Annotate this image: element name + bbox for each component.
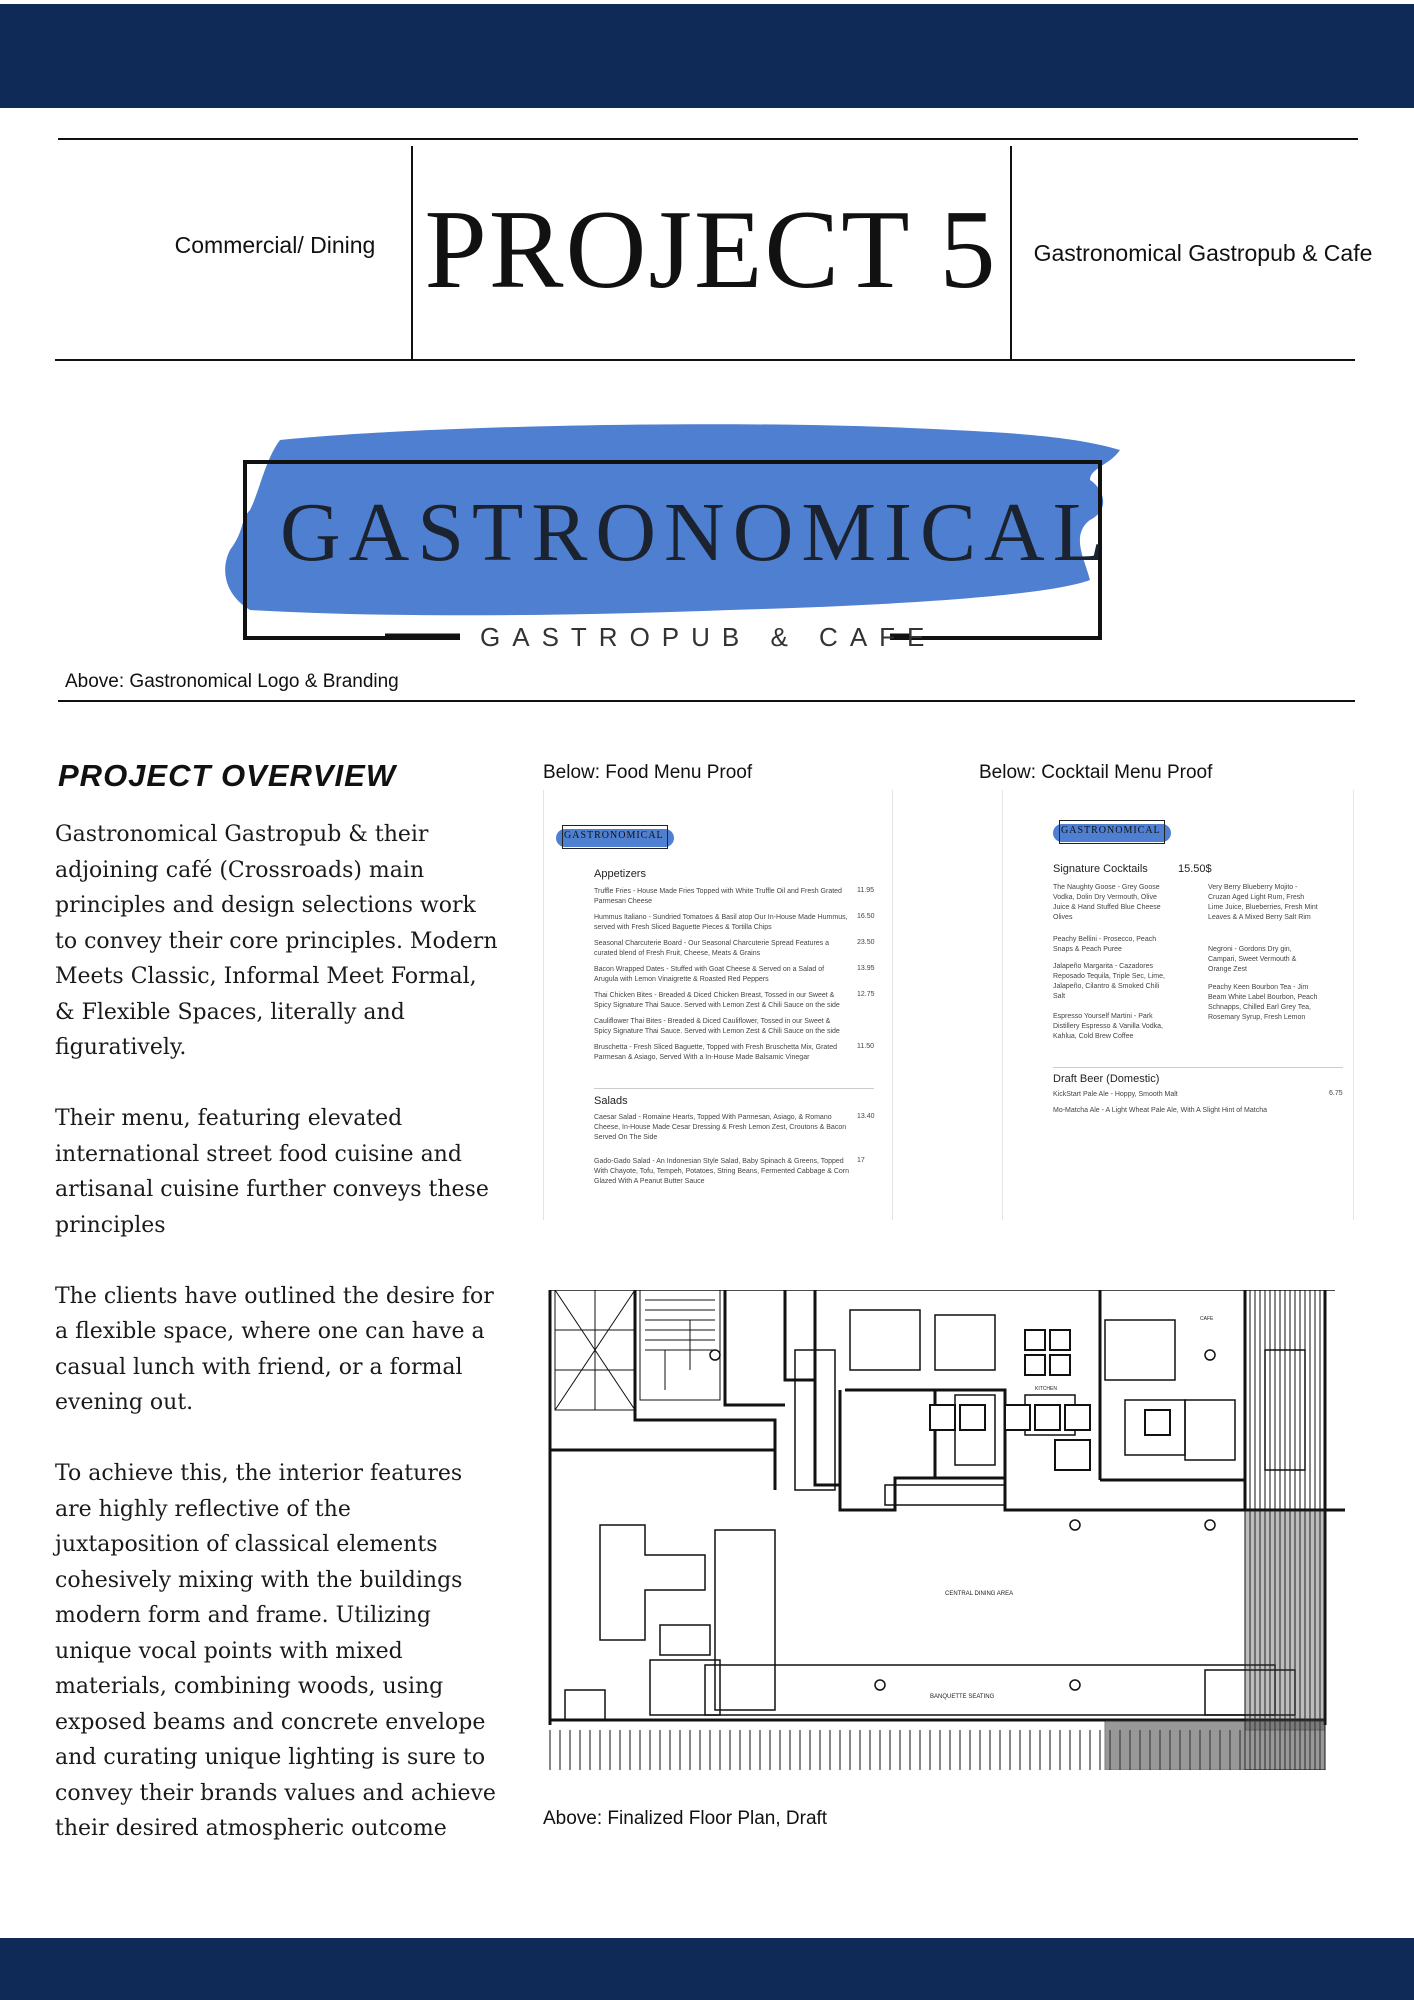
food-menu-price: 16.50 bbox=[857, 913, 875, 920]
food-menu-price: 13.40 bbox=[857, 1113, 875, 1120]
cocktail-item: Very Berry Blueberry Mojito - Cruzan Aged Light Rum, Fresh Lime Juice, Blueberries, Fresh Mint Leaves & A Mixed Berry Salt Rim bbox=[1208, 884, 1318, 921]
cocktail-menu-proof bbox=[1002, 790, 1354, 1220]
project-category: Commercial/ Dining bbox=[174, 232, 376, 258]
food-menu-divider bbox=[594, 1088, 874, 1089]
overview-title: PROJECT OVERVIEW bbox=[58, 758, 397, 793]
beer-section-title: Draft Beer (Domestic) bbox=[1053, 1073, 1160, 1085]
cocktail-menu-divider bbox=[1053, 1067, 1343, 1068]
food-menu-price: 23.50 bbox=[857, 939, 875, 946]
food-menu-item: Truffle Fries - House Made Fries Topped with White Truffle Oil and Fresh Grated Parmesan Cheese bbox=[594, 888, 842, 905]
logo-wordmark: GASTRONOMICAL bbox=[280, 486, 1113, 579]
floor-plan-label-cafe: CAFE bbox=[1200, 1316, 1214, 1322]
cocktail-item: Jalapeño Margarita - Cazadores Reposado Tequila, Triple Sec, Lime, Jalapeño, Cilantro & Smoked Chili Salt bbox=[1053, 963, 1165, 1000]
gastronomical-logo bbox=[210, 420, 1130, 660]
floor-plan-label-kitchen: KITCHEN bbox=[1035, 1386, 1057, 1392]
food-menu-item: Bruschetta - Fresh Sliced Baguette, Topped with Fresh Bruschetta Mix, Grated Parmesan & Asiago, Served With a In-House Made Balsamic Vinegar bbox=[594, 1044, 838, 1061]
food-menu-caption: Below: Food Menu Proof bbox=[543, 762, 753, 783]
floor-plan-stair bbox=[555, 1290, 720, 1410]
header-top-rule bbox=[58, 138, 1358, 140]
header-bottom-rule bbox=[55, 359, 1355, 361]
overview-paragraph: The clients have outlined the desire for a flexible space, where one can have a casual lunch with friend, or a formal evening out. bbox=[55, 1283, 494, 1415]
food-menu-logo bbox=[556, 825, 674, 851]
food-menu-price: 11.50 bbox=[857, 1043, 874, 1050]
cocktail-menu-logo-text: GASTRONOMICAL bbox=[1061, 825, 1161, 836]
food-menu-item: Hummus Italiano - Sundried Tomatoes & Basil atop Our In-House Made Hummus, served with Fresh Sliced Baguette Pieces & Tortilla Chips bbox=[594, 914, 848, 931]
logo-bottom-rule bbox=[58, 700, 1355, 702]
food-menu-item: Bacon Wrapped Dates - Stuffed with Goat Cheese & Served on a Salad of Arugula with Lemon Vinaigrette & Roasted Red Peppers bbox=[594, 966, 825, 983]
cocktail-section-title: Signature Cocktails bbox=[1053, 863, 1148, 875]
cocktail-item: Peachy Bellini - Prosecco, Peach Snaps & Peach Puree bbox=[1053, 936, 1157, 953]
beer-item: KickStart Pale Ale - Hoppy, Smooth Malt bbox=[1053, 1091, 1178, 1098]
food-menu-section-title: Salads bbox=[594, 1095, 628, 1107]
logo-tagline: GASTROPUB & CAFE bbox=[480, 622, 937, 652]
food-menu-item: Thai Chicken Bites - Breaded & Diced Chicken Breast, Tossed in our Sweet & Spicy Signature Thai Sauce. Served with Lemon Zest & Chili Sauce on the side bbox=[594, 992, 840, 1009]
food-menu-section-title: Appetizers bbox=[594, 868, 646, 880]
food-menu-item: Seasonal Charcuterie Board - Our Seasonal Charcuterie Spread Features a curated blend of Fresh Fruit, Cheese, Meats & Grains bbox=[594, 940, 830, 957]
food-menu-item: Cauliflower Thai Bites - Breaded & Diced Cauliflower, Tossed in our Sweet & Spicy Signature Thai Sauce. Served with Lemon Zest & Chili Sauce on the side bbox=[594, 1018, 840, 1035]
floor-plan-caption: Above: Finalized Floor Plan, Draft bbox=[543, 1808, 828, 1829]
project-subtitle: Gastronomical Gastropub & Cafe bbox=[1033, 240, 1373, 266]
cocktail-menu-caption: Below: Cocktail Menu Proof bbox=[979, 762, 1213, 783]
overview-paragraph: Their menu, featuring elevated international street food cuisine and artisanal cuisine further conveys these principles bbox=[55, 1106, 489, 1238]
overview-body bbox=[55, 817, 500, 1882]
cocktail-item: The Naughty Goose - Grey Goose Vodka, Dolin Dry Vermouth, Olive Juice & Hand Stuffed Blue Cheese Olives bbox=[1053, 884, 1161, 921]
logo-caption: Above: Gastronomical Logo & Branding bbox=[65, 671, 399, 692]
food-menu-proof bbox=[543, 790, 893, 1220]
bottom-banner bbox=[0, 1938, 1414, 2000]
food-menu-price: 17 bbox=[857, 1157, 865, 1164]
beer-item: Mo-Matcha Ale - A Light Wheat Pale Ale, With A Slight Hint of Matcha bbox=[1053, 1107, 1267, 1114]
cocktail-menu-logo bbox=[1053, 820, 1171, 846]
floor-plan-rooms bbox=[565, 1310, 1305, 1720]
cocktail-item: Negroni - Gordons Dry gin, Campari, Sweet Vermouth & Orange Zest bbox=[1208, 946, 1297, 973]
cocktail-item: Espresso Yourself Martini - Park Distillery Espresso & Vanilla Vodka, Kahlua, Cold Brew Coffee bbox=[1053, 1013, 1163, 1040]
overview-paragraph: Gastronomical Gastropub & their adjoining café (Crossroads) main principles and design selections work to convey their core principles. Modern Meets Classic, Informal Meet Formal, & Flexible Spaces, literally and figuratively. bbox=[55, 822, 498, 1060]
overview-paragraph: To achieve this, the interior features are highly reflective of the juxtaposition of classical elements cohesively mixing with the buildings modern form and frame. Utilizing unique vocal points with mixed materials, combining woods, using exposed beams and concrete envelope and curating unique lighting is sure to convey their brands values and achieve their desired atmospheric outcome bbox=[55, 1461, 496, 1841]
floor-plan-drawing bbox=[545, 1290, 1365, 1770]
header-divider-left bbox=[411, 146, 413, 360]
floor-plan-label-central: CENTRAL DINING AREA bbox=[945, 1591, 1014, 1597]
food-menu-price: 12.75 bbox=[857, 991, 875, 998]
food-menu-item: Gado-Gado Salad - An Indonesian Style Salad, Baby Spinach & Greens, Topped With Chayote, Tofu, Tempeh, Potatoes, String Beans, Fermented Cabbage & Corn Glazed With A Peanut Butter Sauce bbox=[594, 1158, 849, 1185]
food-menu-item: Caesar Salad - Romaine Hearts, Topped With Parmesan, Asiago, & Romano Cheese, In-House Made Cesar Dressing & Fresh Lemon Zest, Croutons & Bacon Served On The Side bbox=[594, 1114, 847, 1141]
food-menu-logo-text: GASTRONOMICAL bbox=[564, 830, 664, 841]
food-menu-price: 11.95 bbox=[857, 887, 874, 894]
floor-plan-label-banquette: BANQUETTE SEATING bbox=[930, 1694, 995, 1700]
top-banner bbox=[0, 4, 1414, 108]
beer-price: 6.75 bbox=[1329, 1090, 1343, 1097]
page-title: PROJECT 5 bbox=[424, 188, 998, 312]
floor-plan-columns bbox=[710, 1350, 1215, 1690]
cocktail-item: Peachy Keen Bourbon Tea - Jim Beam White Label Bourbon, Peach Schnapps, Chilled Earl Grey Tea, Rosemary Syrup, Fresh Lemon bbox=[1208, 984, 1318, 1021]
food-menu-price: 13.95 bbox=[857, 965, 875, 972]
cocktail-section-price: 15.50$ bbox=[1178, 863, 1212, 875]
